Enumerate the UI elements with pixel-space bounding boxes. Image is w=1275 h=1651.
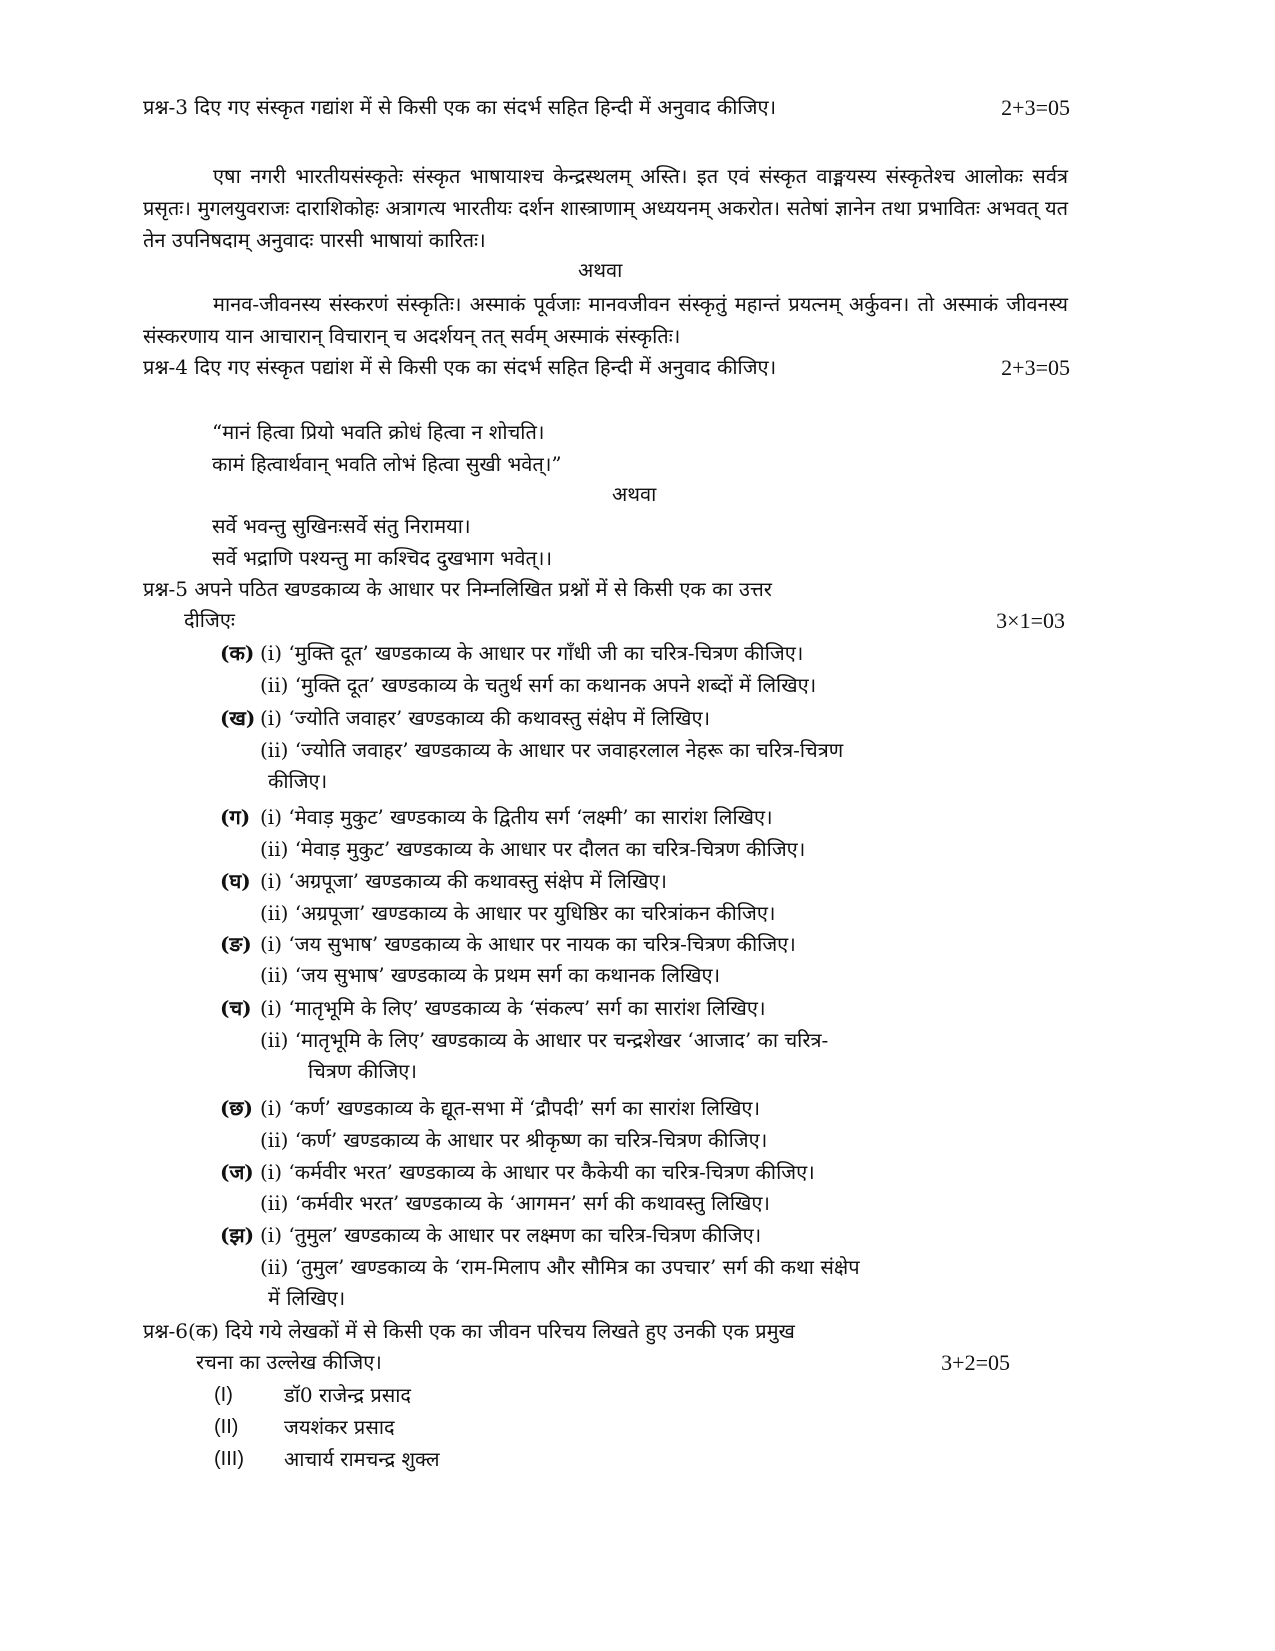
q6-author-number: (II) [214,1416,239,1438]
q5-option-ii: (ii) ‘मेवाड़ मुकुट’ खण्डकाव्य के आधार पर दौलत का चरित्र-चित्रण कीजिए। [260,837,806,861]
q5-option-i: (i) ‘अग्रपूजा’ खण्डकाव्य की कथावस्तु संक्षेप में लिखिए। [260,869,667,893]
q5-option-ii: (ii) ‘कर्ण’ खण्डकाव्य के आधार पर श्रीकृष्ण का चरित्र-चित्रण कीजिए। [260,1128,768,1152]
q5-option-i: (i) ‘मुक्ति दूत’ खण्डकाव्य के आधार पर गाँधी जी का चरित्र-चित्रण कीजिए। [260,641,804,665]
q5-option-letter: (ख) [220,706,256,730]
q5-option-ii: (ii) ‘मुक्ति दूत’ खण्डकाव्य के चतुर्थ सर्ग का कथानक अपने शब्दों में लिखिए। [260,673,817,697]
q3-heading: प्रश्न-3 दिए गए संस्कृत गद्यांश में से किसी एक का संदर्भ सहित हिन्दी में अनुवाद कीजिए। [143,95,777,119]
q5-option-ii: (ii) ‘तुमुल’ खण्डकाव्य के ‘राम-मिलाप और सौमित्र का उपचार’ सर्ग की कथा संक्षेप [260,1255,860,1279]
q5-option-ii-cont: में लिखिए। [268,1286,346,1310]
q4-verse2-line1: सर्वे भवन्तु सुखिनःसर्वे संतु निरामया। [212,514,471,538]
q5-option-i: (i) ‘कर्मवीर भरत’ खण्डकाव्य के आधार पर कैकेयी का चरित्र-चित्रण कीजिए। [260,1160,815,1184]
q4-verse2-line2: सर्वे भद्राणि पश्यन्तु मा कश्चिद दुखभाग भवेत्।। [212,546,553,570]
q5-option-i: (i) ‘ज्योति जवाहर’ खण्डकाव्य की कथावस्तु संक्षेप में लिखिए। [260,706,711,730]
q5-option-letter: (ज) [220,1160,254,1184]
q6-author-number: (I) [214,1384,233,1406]
q4-verse1-line2: कामं हित्वार्थवान् भवति लोभं हित्वा सुखी भवेत्।” [212,452,562,476]
q5-option-letter: (झ) [220,1223,255,1247]
q4-marks: 2+3=05 [1001,355,1070,380]
q6-author-name: डॉ0 राजेन्द्र प्रसाद [284,1383,412,1407]
q5-option-letter: (घ) [220,869,251,893]
q5-option-letter: (च) [220,996,252,1020]
q4-or: अथवा [612,482,657,506]
q5-option-ii-cont: चित्रण कीजिए। [308,1059,417,1083]
q5-option-ii: (ii) ‘कर्मवीर भरत’ खण्डकाव्य के ‘आगमन’ सर्ग की कथावस्तु लिखिए। [260,1191,771,1215]
q5-option-ii: (ii) ‘मातृभूमि के लिए’ खण्डकाव्य के आधार पर चन्द्रशेखर ‘आजाद’ का चरित्र- [260,1028,829,1052]
q5-option-letter: (ङ) [220,932,252,956]
q6-author-name: आचार्य रामचन्द्र शुक्ल [284,1447,440,1471]
q3-passage-1: एषा नगरी भारतीयसंस्कृतेः संस्कृत भाषायाश्च केन्द्रस्थलम् अस्ति। इत एवं संस्कृत वाङ्मयस्य संस्कृतेश्च आलोकः सर्वत्र प्रसृतः। मुगलयुवराजः दाराशिकोहः अत्रागत्य भारतीयः दर्शन शास्त्राणाम् अध्ययनम् अकरोत। सतेषां ज्ञानेन तथा प्रभावितः अभवत् यत तेन उपनिषदाम् अनुवादः पारसी भाषायां कारितः। [143,164,1068,252]
q6-marks: 3+2=05 [941,1350,1010,1375]
q5-option-ii: (ii) ‘अग्रपूजा’ खण्डकाव्य के आधार पर युधिष्ठिर का चरित्रांकन कीजिए। [260,901,776,925]
q5-option-ii: (ii) ‘जय सुभाष’ खण्डकाव्य के प्रथम सर्ग का कथानक लिखिए। [260,963,721,987]
q4-verse1-line1: “मानं हित्वा प्रियो भवति क्रोधं हित्वा न शोचति। [212,420,545,444]
q6-author-name: जयशंकर प्रसाद [284,1415,395,1439]
q3-marks: 2+3=05 [1001,95,1070,120]
q3-or: अथवा [578,258,623,282]
q4-heading: प्रश्न-4 दिए गए संस्कृत पद्यांश में से किसी एक का संदर्भ सहित हिन्दी में अनुवाद कीजिए। [143,355,777,379]
q5-option-i: (i) ‘कर्ण’ खण्डकाव्य के द्यूत-सभा में ‘द्रौपदी’ सर्ग का सारांश लिखिए। [260,1096,761,1120]
q5-heading-line1: प्रश्न-5 अपने पठित खण्डकाव्य के आधार पर निम्नलिखित प्रश्नों में से किसी एक का उत्तर [143,577,772,601]
q5-option-ii-cont: कीजिए। [268,769,328,793]
q6-heading-line1: प्रश्न-6(क) दिये गये लेखकों में से किसी एक का जीवन परिचय लिखते हुए उनकी एक प्रमुख [143,1319,795,1343]
q5-option-i: (i) ‘मेवाड़ मुकुट’ खण्डकाव्य के द्वितीय सर्ग ‘लक्ष्मी’ का सारांश लिखिए। [260,805,773,829]
q6-heading-line2: रचना का उल्लेख कीजिए। [196,1350,382,1374]
q5-option-ii: (ii) ‘ज्योति जवाहर’ खण्डकाव्य के आधार पर जवाहरलाल नेहरू का चरित्र-चित्रण [260,738,844,762]
q3-passage-2: मानव-जीवनस्य संस्करणं संस्कृतिः। अस्माकं पूर्वजाः मानवजीवन संस्कृतुं महान्तं प्रयत्नम् अर्कुवन। तो अस्माकं जीवनस्य संस्करणाय यान आचारान् विचारान् च अदर्शयन् तत् सर्वम् अस्माकं संस्कृतिः। [143,292,1068,348]
q5-option-letter: (ग) [220,805,251,829]
q5-heading-line2: दीजिएः [184,608,235,632]
q5-marks: 3×1=03 [996,608,1065,633]
q5-option-i: (i) ‘मातृभूमि के लिए’ खण्डकाव्य के ‘संकल्प’ सर्ग का सारांश लिखिए। [260,996,766,1020]
q5-option-i: (i) ‘तुमुल’ खण्डकाव्य के आधार पर लक्ष्मण का चरित्र-चित्रण कीजिए। [260,1223,762,1247]
q5-option-i: (i) ‘जय सुभाष’ खण्डकाव्य के आधार पर नायक का चरित्र-चित्रण कीजिए। [260,932,796,956]
q5-option-letter: (छ) [220,1096,253,1120]
q5-option-letter: (क) [220,641,255,665]
q6-author-number: (III) [214,1448,244,1470]
